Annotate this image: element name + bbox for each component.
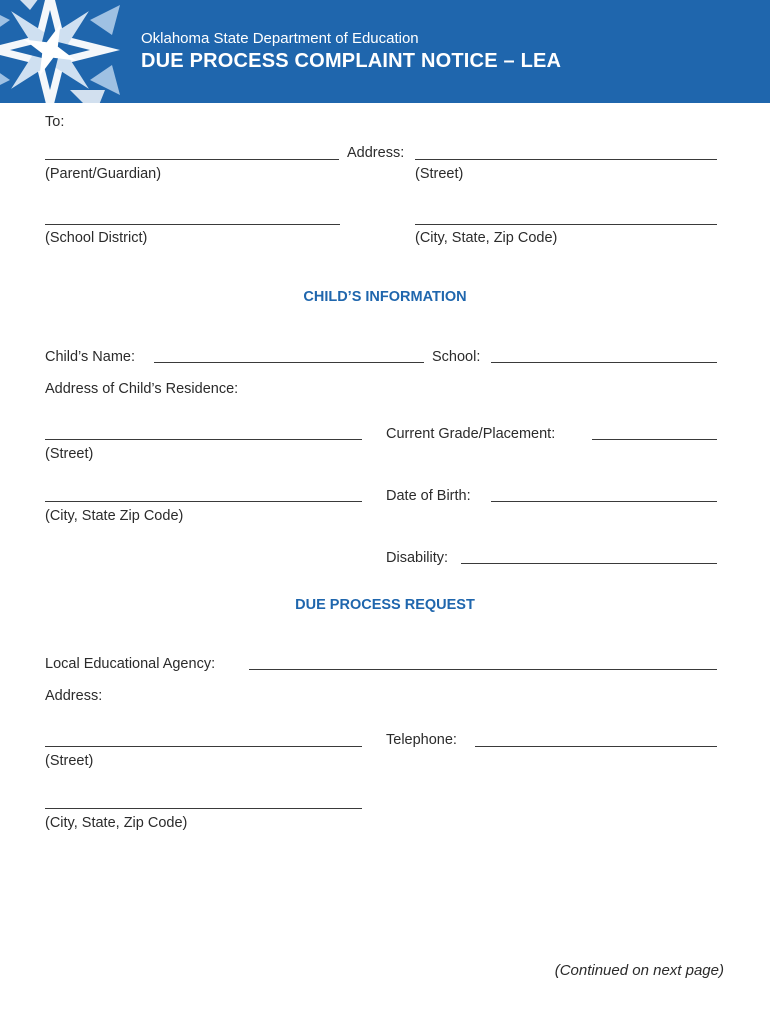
city-state-zip-field[interactable] (415, 224, 717, 225)
childs-information-heading: CHILD’S INFORMATION (303, 289, 467, 305)
to-label: To: (45, 114, 65, 130)
lea-city-field[interactable] (45, 808, 362, 809)
date-of-birth-field[interactable] (491, 501, 717, 502)
grade-placement-field[interactable] (592, 439, 717, 440)
lea-street-caption: (Street) (45, 753, 94, 769)
telephone-field[interactable] (475, 746, 717, 747)
agency-name: Oklahoma State Department of Education (141, 30, 419, 47)
lea-field[interactable] (249, 669, 717, 670)
disability-label: Disability: (386, 550, 449, 566)
address-label: Address: (347, 145, 405, 161)
city-state-zip-caption: (City, State, Zip Code) (415, 230, 558, 246)
residence-street-field[interactable] (45, 439, 362, 440)
residence-street-caption: (Street) (45, 446, 94, 462)
child-name-label: Child’s Name: (45, 349, 135, 365)
lea-address-label: Address: (45, 688, 103, 704)
due-process-request-heading: DUE PROCESS REQUEST (295, 597, 475, 613)
street-field[interactable] (415, 159, 717, 160)
street-caption: (Street) (415, 166, 464, 182)
child-name-field[interactable] (154, 362, 424, 363)
residence-city-caption: (City, State Zip Code) (45, 508, 184, 524)
parent-guardian-field[interactable] (45, 159, 339, 160)
header-banner (0, 0, 770, 103)
lea-street-field[interactable] (45, 746, 362, 747)
residence-city-field[interactable] (45, 501, 362, 502)
continued-note: (Continued on next page) (554, 962, 724, 979)
lea-label: Local Educational Agency: (45, 656, 216, 672)
date-of-birth-label: Date of Birth: (386, 488, 471, 504)
telephone-label: Telephone: (386, 732, 457, 748)
parent-guardian-caption: (Parent/Guardian) (45, 166, 162, 182)
school-field[interactable] (491, 362, 717, 363)
lea-city-caption: (City, State, Zip Code) (45, 815, 188, 831)
school-district-field[interactable] (45, 224, 340, 225)
residence-address-label: Address of Child’s Residence: (45, 381, 239, 397)
school-district-caption: (School District) (45, 230, 148, 246)
school-label: School: (432, 349, 481, 365)
star-logo-icon (0, 0, 150, 103)
document-title: DUE PROCESS COMPLAINT NOTICE – LEA (141, 50, 562, 72)
grade-placement-label: Current Grade/Placement: (386, 426, 556, 442)
disability-field[interactable] (461, 563, 717, 564)
